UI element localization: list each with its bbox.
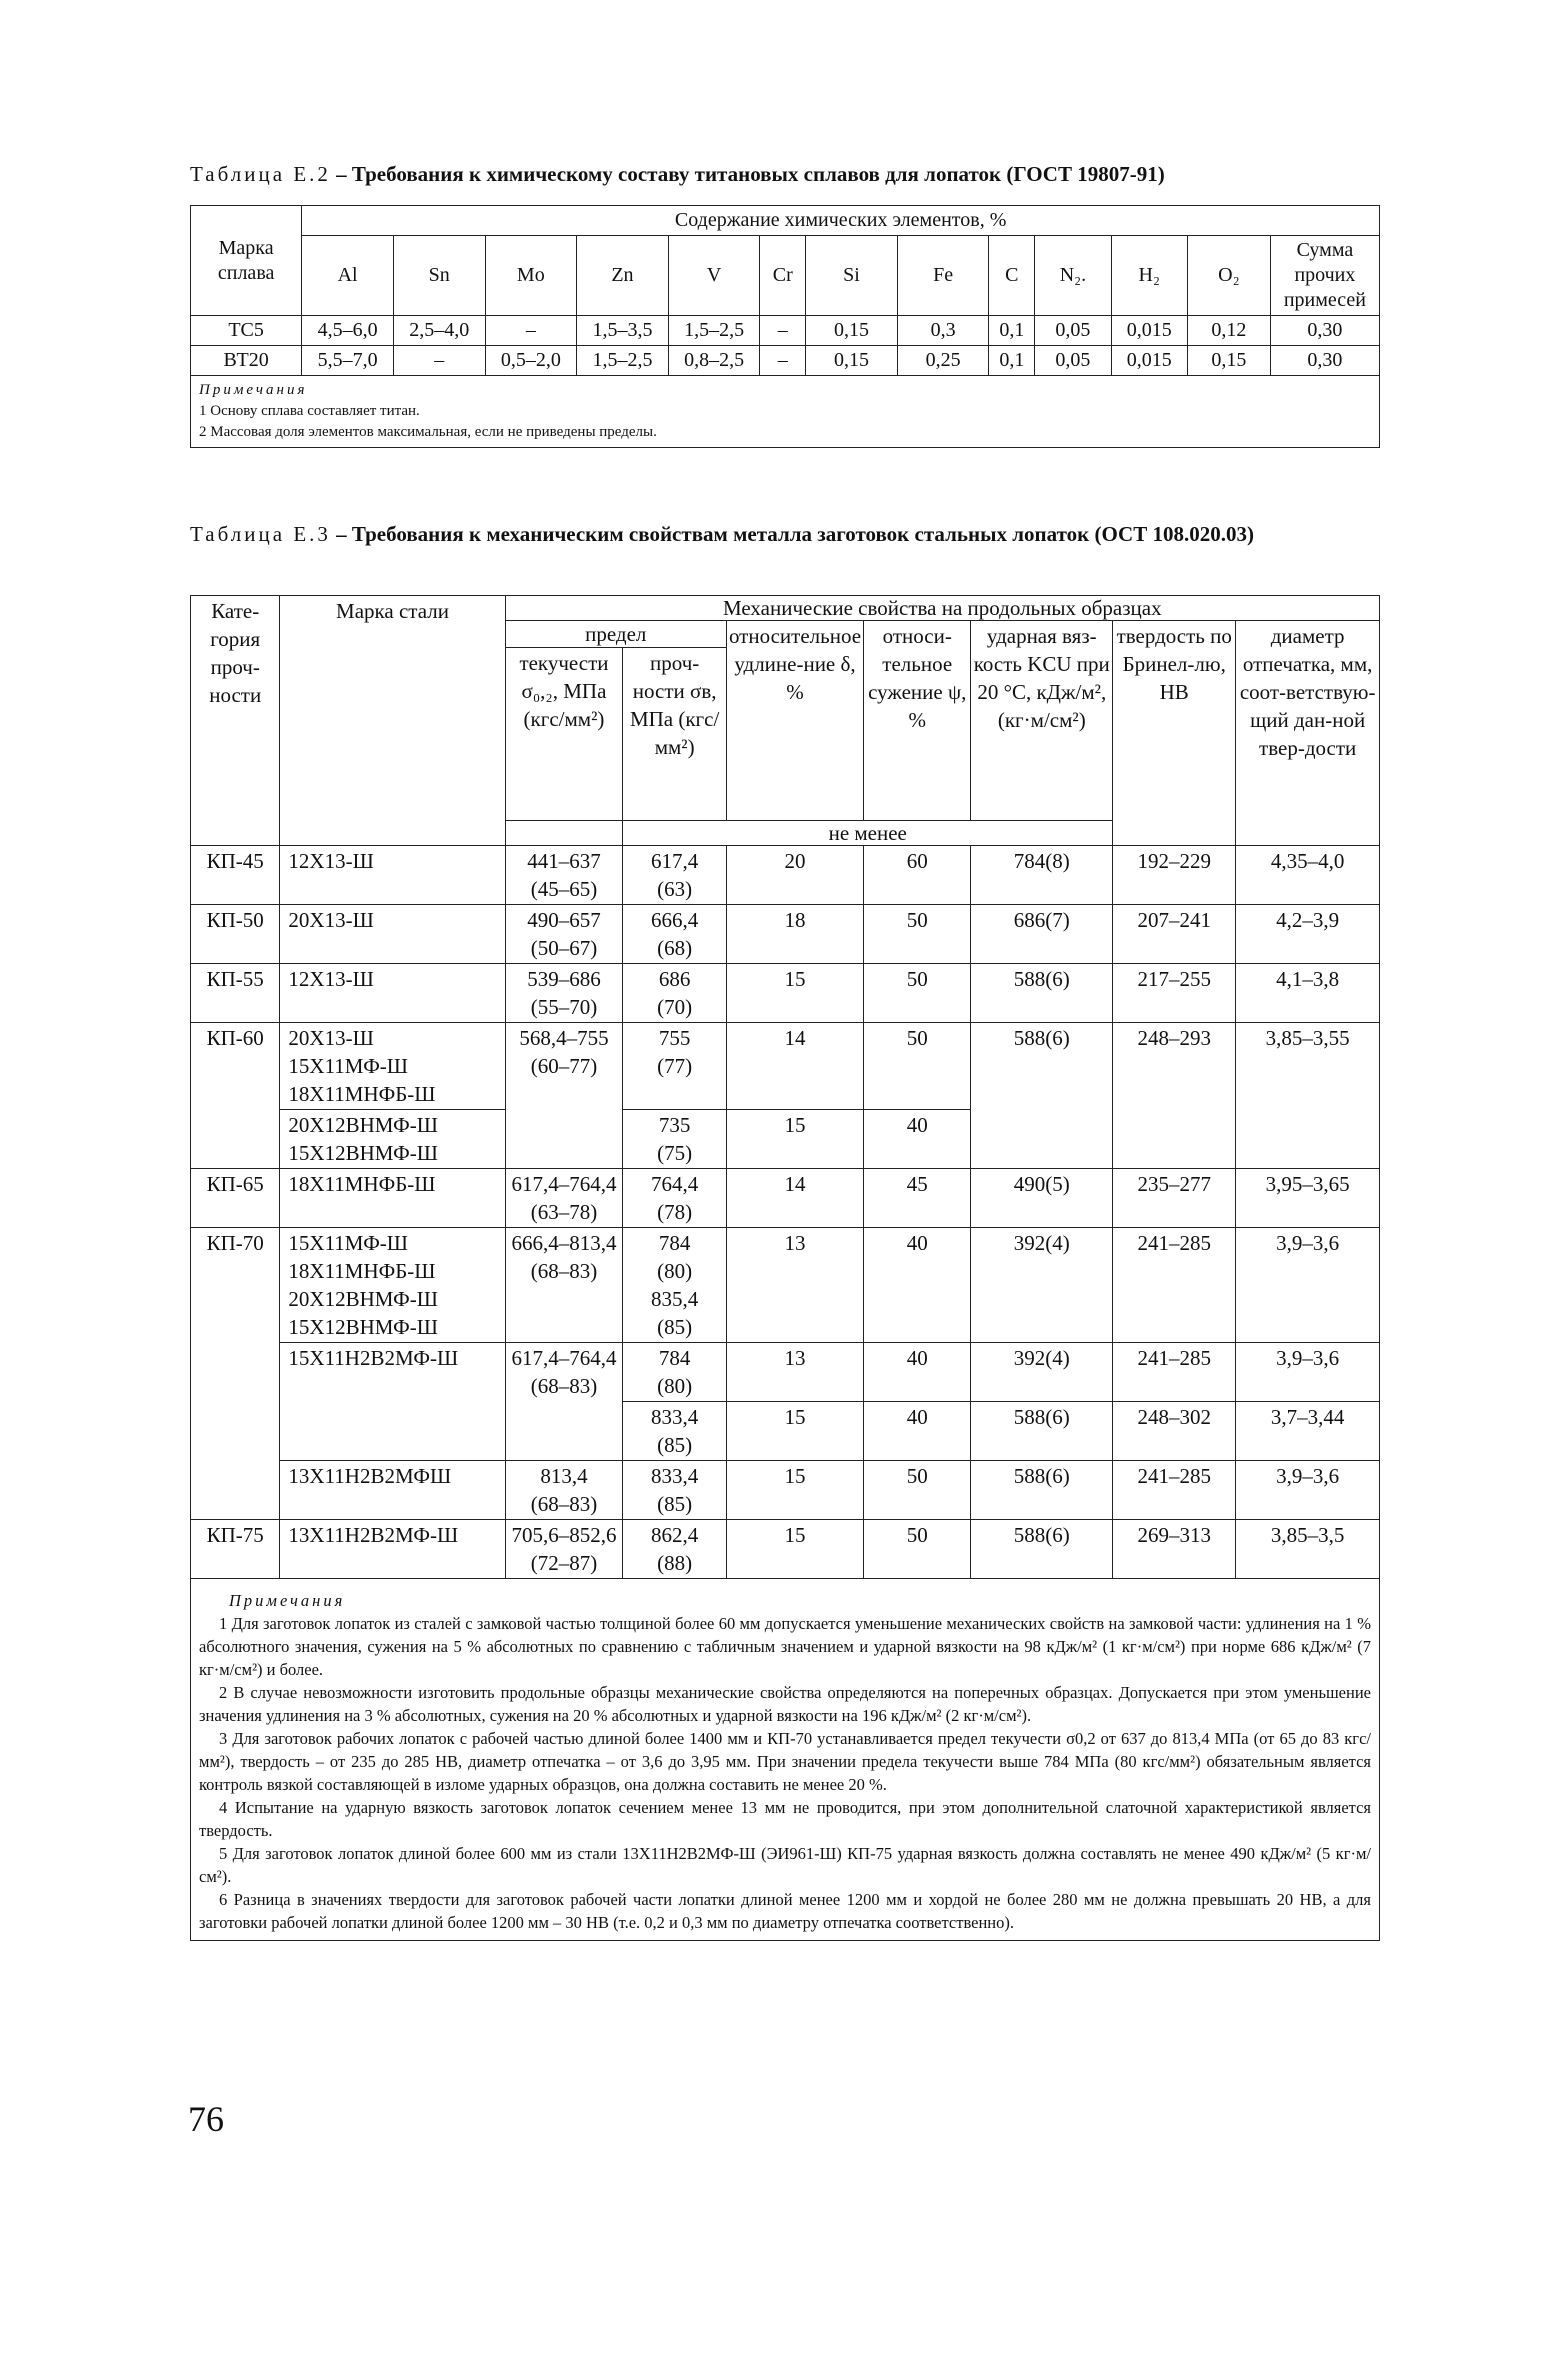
cell-diam: 3,9–3,6 [1236, 1461, 1380, 1520]
notes-title: Примечания [199, 382, 308, 398]
cell-hardness: 217–255 [1113, 964, 1236, 1023]
tens-mpa: 666,4 [651, 908, 699, 932]
note: 4 Испытание на ударную вязкость заготовок лопаток сечением менее 13 мм не проводится, при этом дополнительной слаточной характеристикой является твердость. [199, 1798, 1371, 1840]
header-content: Содержание химических элементов, % [302, 206, 1380, 236]
steel-grade: 20Х12ВНМФ-Ш [288, 1113, 438, 1137]
cell-steel [280, 1110, 505, 1169]
cell-tensile [623, 1023, 727, 1110]
cell: 0,8–2,5 [668, 346, 760, 376]
cell-reduct: 50 [864, 905, 971, 964]
yield-mpa: 617,4–764,4 [511, 1346, 617, 1370]
cell: 0,015 [1111, 346, 1187, 376]
col-header: Сумма прочих примесей [1270, 236, 1379, 316]
cell-reduct: 45 [864, 1169, 971, 1228]
col-header: V [668, 236, 760, 316]
header-grade: Марка сплава [191, 206, 302, 316]
table-row [191, 964, 1380, 1023]
yield-kgs: (68–83) [530, 1259, 598, 1283]
cell-yield [505, 1169, 623, 1228]
tens-kgs: (78) [657, 1200, 693, 1224]
cell-elong: 13 [726, 1228, 863, 1343]
tens-kgs: (75) [657, 1141, 693, 1165]
cell-impact: 588(6) [971, 1023, 1113, 1169]
cell-reduct: 60 [864, 846, 971, 905]
table-e3-caption [190, 520, 1380, 548]
cell-diam: 3,85–3,5 [1236, 1520, 1380, 1579]
table-row [191, 346, 1380, 376]
cell-tensile [623, 1228, 727, 1343]
cell-steel [280, 1228, 505, 1343]
cell-hardness: 241–285 [1113, 1461, 1236, 1520]
cell-grade: ВТ20 [191, 346, 302, 376]
header-tensile: проч-ности σв, МПа (кгс/мм²) [623, 648, 727, 821]
cell: 1,5–3,5 [577, 316, 669, 346]
cell: 1,5–2,5 [577, 346, 669, 376]
cell-tensile [623, 1520, 727, 1579]
cell-reduct: 40 [864, 1228, 971, 1343]
cell-reduct: 50 [864, 1520, 971, 1579]
cell: – [760, 346, 806, 376]
cell: 0,30 [1270, 316, 1379, 346]
steel-grade: 15Х12ВНМФ-Ш [288, 1141, 438, 1165]
table-row [191, 1228, 1380, 1343]
cell-hardness: 269–313 [1113, 1520, 1236, 1579]
note: 6 Разница в значениях твердости для заготовок рабочей части лопатки длиной менее 1200 мм и хордой не более 280 мм не должна превышать 20 НВ, а для заготовки рабочей лопатки длиной более 1200 мм – 30 НВ (т.е. 0,2 и 0,3 мм по диаметру отпечатка соответственно). [199, 1890, 1371, 1932]
cell-category: КП-65 [191, 1169, 280, 1228]
cell-steel: 13Х11Н2В2МФШ [280, 1461, 505, 1520]
tens-mpa: 784 [658, 1346, 691, 1370]
tens-kgs: (80) [657, 1259, 693, 1283]
cell-diam: 3,7–3,44 [1236, 1402, 1380, 1461]
cell-impact: 784(8) [971, 846, 1113, 905]
yield-mpa: 705,6–852,6 [511, 1523, 617, 1547]
cell: 0,30 [1270, 346, 1379, 376]
tens-kgs: (85) [657, 1433, 693, 1457]
cell-impact: 392(4) [971, 1343, 1113, 1402]
col-header: Fe [897, 236, 989, 316]
steel-grade: 15Х12ВНМФ-Ш [288, 1315, 438, 1339]
table-row [191, 1520, 1380, 1579]
yield-mpa: 617,4–764,4 [511, 1172, 617, 1196]
cell-category: КП-70 [191, 1228, 280, 1520]
header-elong: относительное удлине-ние δ, % [726, 621, 863, 821]
tens-kgs: (85) [657, 1315, 693, 1339]
table-row [191, 905, 1380, 964]
cell-grade: ТС5 [191, 316, 302, 346]
header-yield-blank [505, 821, 623, 846]
col-header: Si [806, 236, 898, 316]
col-header: C [989, 236, 1035, 316]
cell-hardness: 248–302 [1113, 1402, 1236, 1461]
cell-diam: 3,9–3,6 [1236, 1228, 1380, 1343]
table-row [191, 316, 1380, 346]
header-limit: предел [505, 621, 726, 648]
cell-steel: 12Х13-Ш [280, 846, 505, 905]
col-header: H₂ [1111, 236, 1187, 316]
caption-text: – Требования к химическому составу титановых сплавов для лопаток (ГОСТ 19807-91) [330, 162, 1165, 186]
yield-mpa: 490–657 [527, 908, 601, 932]
cell-hardness: 192–229 [1113, 846, 1236, 905]
cell-yield [505, 905, 623, 964]
table-row [191, 1461, 1380, 1520]
cell-elong: 18 [726, 905, 863, 964]
note: 5 Для заготовок лопаток длиной более 600 мм из стали 13Х11Н2В2МФ-Ш (ЭИ961-Ш) КП-75 ударная вязкость должна составлять не менее 490 кДж/м² (5 кг·м/см²). [199, 1844, 1371, 1886]
cell-elong: 15 [726, 1402, 863, 1461]
cell-impact: 588(6) [971, 1402, 1113, 1461]
yield-mpa: 568,4–755 [519, 1026, 609, 1050]
note: 1 Основу сплава составляет титан. [199, 403, 420, 419]
cell: 2,5–4,0 [393, 316, 485, 346]
yield-kgs: (50–67) [530, 936, 598, 960]
cell: 0,5–2,0 [485, 346, 577, 376]
cell-tensile [623, 905, 727, 964]
cell: 0,05 [1035, 316, 1111, 346]
tens-mpa: 833,4 [651, 1464, 699, 1488]
cell-diam: 3,85–3,55 [1236, 1023, 1380, 1169]
header-diam: диаметр отпечатка, мм, соот-ветствую-щий дан-ной твер-дости [1236, 621, 1380, 846]
cell-yield [505, 846, 623, 905]
tens-mpa: 755 [658, 1026, 691, 1050]
cell-impact: 588(6) [971, 1520, 1113, 1579]
cell-category: КП-60 [191, 1023, 280, 1169]
cell: 0,25 [897, 346, 989, 376]
cell-steel: 18Х11МНФБ-Ш [280, 1169, 505, 1228]
cell-impact: 392(4) [971, 1228, 1113, 1343]
cell-reduct: 50 [864, 1023, 971, 1110]
col-header: N₂. [1035, 236, 1111, 316]
cell-tensile [623, 1402, 727, 1461]
steel-grade: 20Х13-Ш [288, 1026, 374, 1050]
col-header: Zn [577, 236, 669, 316]
cell-elong: 15 [726, 1520, 863, 1579]
cell-steel [280, 1023, 505, 1110]
tens-mpa: 686 [658, 967, 691, 991]
cell-diam: 4,35–4,0 [1236, 846, 1380, 905]
cell-impact: 686(7) [971, 905, 1113, 964]
col-header: Sn [393, 236, 485, 316]
yield-kgs: (60–77) [530, 1054, 598, 1078]
tens-kgs: (85) [657, 1492, 693, 1516]
header-category: Кате-гория проч-ности [191, 596, 280, 846]
table-row [191, 1169, 1380, 1228]
steel-grade: 20Х12ВНМФ-Ш [288, 1287, 438, 1311]
cell-hardness: 235–277 [1113, 1169, 1236, 1228]
col-header: Al [302, 236, 394, 316]
yield-mpa: 666,4–813,4 [511, 1231, 617, 1255]
cell-diam: 3,95–3,65 [1236, 1169, 1380, 1228]
cell: – [393, 346, 485, 376]
table-e2-caption [190, 160, 1380, 188]
tens-mpa: 764,4 [651, 1172, 699, 1196]
header-notless: не менее [623, 821, 1113, 846]
steel-grade: 15Х11МФ-Ш [288, 1231, 408, 1255]
cell-steel: 12Х13-Ш [280, 964, 505, 1023]
table-e3 [190, 595, 1380, 1941]
note: 1 Для заготовок лопаток из сталей с замковой частью толщиной более 60 мм допускается уменьшение механических свойств на замковой части: удлинения на 1 % абсолютного значения, сужения на 5 % абсолютных по сравнению с табличным значением и ударной вязкости на 98 кДж/м² (1 кг·м/см²) при норме 686 кДж/м² (7 кг·м/см²) и более. [199, 1614, 1371, 1679]
cell: 1,5–2,5 [668, 316, 760, 346]
cell-yield [505, 1023, 623, 1169]
cell-impact: 588(6) [971, 1461, 1113, 1520]
header-yield: текучести σ₀,₂, МПа (кгс/мм²) [505, 648, 623, 821]
yield-kgs: (63–78) [530, 1200, 598, 1224]
header-impact: ударная вяз-кость KCU при 20 °C, кДж/м², (кг·м/см²) [971, 621, 1113, 821]
cell: 0,15 [806, 346, 898, 376]
col-header: Cr [760, 236, 806, 316]
yield-mpa: 441–637 [527, 849, 601, 873]
header-reduct: относи-тельное сужение ψ, % [864, 621, 971, 821]
cell-elong: 15 [726, 1110, 863, 1169]
cell-steel: 13Х11Н2В2МФ-Ш [280, 1520, 505, 1579]
cell: 0,15 [806, 316, 898, 346]
cell-tensile [623, 1169, 727, 1228]
steel-grade: 18Х11МНФБ-Ш [288, 1259, 436, 1283]
cell-hardness: 241–285 [1113, 1343, 1236, 1402]
caption-label: Таблица Е.3 [190, 522, 331, 546]
page-number: 76 [188, 2099, 224, 2139]
cell-elong: 15 [726, 964, 863, 1023]
cell-tensile [623, 1343, 727, 1402]
cell-hardness: 207–241 [1113, 905, 1236, 964]
cell: 0,05 [1035, 346, 1111, 376]
header-mech: Механические свойства на продольных образцах [505, 596, 1379, 621]
yield-kgs: (72–87) [530, 1551, 598, 1575]
tens-kgs: (70) [657, 995, 693, 1019]
cell: 0,1 [989, 316, 1035, 346]
cell-elong: 14 [726, 1023, 863, 1110]
cell-tensile [623, 846, 727, 905]
caption-label: Таблица Е.2 [190, 162, 331, 186]
cell-reduct: 50 [864, 1461, 971, 1520]
cell-elong: 14 [726, 1169, 863, 1228]
col-header: O₂ [1187, 236, 1270, 316]
cell-impact: 490(5) [971, 1169, 1113, 1228]
header-steel: Марка стали [280, 596, 505, 846]
col-header: Mo [485, 236, 577, 316]
cell: 0,15 [1187, 346, 1270, 376]
cell: 5,5–7,0 [302, 346, 394, 376]
cell-reduct: 50 [864, 964, 971, 1023]
cell: – [485, 316, 577, 346]
yield-mpa: 813,4 [540, 1464, 588, 1488]
header-hardness: твердость по Бринел-лю, НВ [1113, 621, 1236, 821]
cell: 0,12 [1187, 316, 1270, 346]
tens-kgs: (68) [657, 936, 693, 960]
note: 2 В случае невозможности изготовить продольные образцы механические свойства определяются на поперечных образцах. Допускается при этом уменьшение значения удлинения на 3 % абсолютных, сужения на 20 % абсолютных и ударной вязкости на 196 кДж/м² (2 кг·м/см²). [199, 1683, 1371, 1725]
tens-mpa: 862,4 [651, 1523, 699, 1547]
tens-kgs: (88) [657, 1551, 693, 1575]
cell-reduct: 40 [864, 1402, 971, 1461]
cell-reduct: 40 [864, 1343, 971, 1402]
tens-kgs: (77) [657, 1054, 693, 1078]
cell-category: КП-55 [191, 964, 280, 1023]
header-hardness-blank [1113, 821, 1236, 846]
cell-diam: 4,2–3,9 [1236, 905, 1380, 964]
cell-diam: 3,9–3,6 [1236, 1343, 1380, 1402]
cell-tensile [623, 1461, 727, 1520]
tens-mpa: 784 [658, 1231, 691, 1255]
cell-elong: 15 [726, 1461, 863, 1520]
cell-impact: 588(6) [971, 964, 1113, 1023]
cell-reduct: 40 [864, 1110, 971, 1169]
cell-steel: 20Х13-Ш [280, 905, 505, 964]
tens-mpa: 617,4 [651, 849, 699, 873]
cell-steel: 15Х11Н2В2МФ-Ш [280, 1343, 505, 1461]
yield-kgs: (68–83) [530, 1492, 598, 1516]
cell-yield [505, 1520, 623, 1579]
table-e2 [190, 205, 1380, 448]
cell: 4,5–6,0 [302, 316, 394, 346]
note: 2 Массовая доля элементов максимальная, если не приведены пределы. [199, 424, 657, 440]
yield-kgs: (68–83) [530, 1374, 598, 1398]
steel-grade: 18Х11МНФБ-Ш [288, 1082, 436, 1106]
cell-yield [505, 1343, 623, 1461]
cell-yield [505, 1461, 623, 1520]
cell-hardness: 241–285 [1113, 1228, 1236, 1343]
cell-category: КП-45 [191, 846, 280, 905]
notes-title: Примечания [229, 1591, 346, 1610]
tens-kgs: (80) [657, 1374, 693, 1398]
cell-tensile [623, 964, 727, 1023]
cell-tensile [623, 1110, 727, 1169]
table-e2-notes [191, 376, 1380, 448]
cell-elong: 13 [726, 1343, 863, 1402]
table-row [191, 846, 1380, 905]
cell: 0,3 [897, 316, 989, 346]
cell-category: КП-50 [191, 905, 280, 964]
cell: 0,015 [1111, 316, 1187, 346]
tens-mpa: 833,4 [651, 1405, 699, 1429]
tens-kgs: (63) [657, 877, 693, 901]
caption-text: – Требования к механическим свойствам металла заготовок стальных лопаток (ОСТ 108.020.03) [330, 522, 1254, 546]
yield-kgs: (55–70) [530, 995, 598, 1019]
cell-elong: 20 [726, 846, 863, 905]
table-row [191, 1343, 1380, 1402]
steel-grade: 15Х11МФ-Ш [288, 1054, 408, 1078]
note: 3 Для заготовок рабочих лопаток с рабочей частью длиной более 1400 мм и КП-70 устанавливается предел текучести σ0,2 от 637 до 813,4 МПа (от 65 до 83 кгс/мм²), твердость – от 235 до 285 НВ, диаметр отпечатка – от 3,6 до 3,95 мм. При значении предела текучести выше 784 МПа (80 кгс/мм²) обязательным является контроль вязкой составляющей в изломе ударных образцов, она должна составить не менее 20 %. [199, 1729, 1371, 1794]
cell-yield [505, 1228, 623, 1343]
yield-kgs: (45–65) [530, 877, 598, 901]
table-e3-notes [191, 1579, 1380, 1941]
table-row [191, 1023, 1380, 1110]
tens-mpa: 835,4 [651, 1287, 699, 1311]
cell-yield [505, 964, 623, 1023]
cell: 0,1 [989, 346, 1035, 376]
cell: – [760, 316, 806, 346]
cell-hardness: 248–293 [1113, 1023, 1236, 1169]
yield-mpa: 539–686 [527, 967, 601, 991]
cell-diam: 4,1–3,8 [1236, 964, 1380, 1023]
cell-category: КП-75 [191, 1520, 280, 1579]
tens-mpa: 735 [658, 1113, 691, 1137]
